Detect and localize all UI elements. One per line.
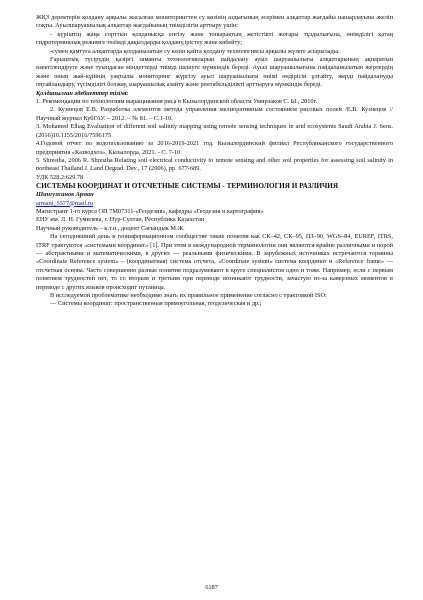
affiliation-line-1: Магистрант 1-го курса ОП 7М07311-«Геодезия», кафедры «Геодезия и картография» (36, 207, 264, 215)
bullet-item-1: - күріштің жаңа сорттын қолданысқа енгізу және топырақтың жетістікті жоғары тұздылығына, өнімділігі қатаң гидротермиялық режимге төзімді дақылдарды қолдану,ірістеу және көбейту; (36, 30, 393, 47)
conclusion-paragraph: Ғарыштық түсірудің қазіргі заманғы технологияларын пайдалану ауыл шаруашылығы алқаптарының ақпаратын өзектілендіруге және туындаған міндеттерді тиімді шешуге мүмкіндік береді. Ауыл шаруашылығына пайдаланылатын жерлердің және оның жай-күйінің уақтылы мониторинг жүргізу ауыл шаруашылығы өнімі өндірісін ұлғайту, жерді пайдалануды оңтайландыру, түсімділігі болжау, шаруашылық азайту және рентабельділікті арттыруға мүмкіндік береді. (36, 56, 393, 89)
body-paragraph-1: На сегодняшний день в геоинформационном сообществе такие понятия как СК–42, СК–95, ПЗ–90, WGS–84, EUREF, ITRS, ITRF трактуются «системами координат» [1]. При этом в международной терминологии они являются крайне различными и порой — абстрактными и математическими, в других — реальными физическими. В зарубежных источниках встречаются термины «Coordinate Reference system» – (координатная) система отсчета, «Coordinate system» система координат и «Reference frame» — отсчетная основа. Часто совершенно разные понятия подразумевают в круге специалистов одно и тоже. Например, если с первым понятием трудностей нет, то со вторым и третьим при переводе возникают трудности, зачастую из-за каверзных моментов в переводе с других языков происходит путаница. (36, 233, 393, 291)
email-link[interactable]: armani_5577@mail.ru (36, 199, 94, 207)
bullet-item-2: -сумен қамтуға алқаптарда қолданылатын су көзін қайта қолдану технологиясы арқылы жүзеге асырылады. (50, 47, 340, 55)
udk-code: УДК 528.2:629.78 (36, 173, 84, 181)
body-paragraph-3: — Системы координат: пространственная прямоугольная, геодезическая и др.; (50, 300, 262, 308)
reference-item: 3. Mohamed Elhag Evaluation of different soil salinity mapping using remote sensing techniques in arid ecosystems Saudi Arabia J. Sens. (2016)10.1155/2016/7596175 (36, 123, 393, 139)
author-name: Шингужинов Арман (36, 191, 94, 199)
page-number: 6187 (205, 584, 218, 591)
affiliation-line-2: ЕНУ им. Л. Н. Гумилева, г. Нур-Султан, Республика Казахстан (36, 216, 205, 224)
reference-item: 2. Кузнецов Е.В. Разработка элементов метода управления мелиоративным состоянием рисовых полей /Е.В. Кузнецов // Научный журнал КубГАУ. – 2012. – № 81. – С.1-10. (36, 106, 393, 122)
reference-item: 1. Рекомендации по технологиям выращивания риса в Кызылординской области Умирзаков С. Ы., 2010г. (36, 98, 318, 106)
reference-item: 4.Годовой отчет по водопользованию за 2016-2019-2021 год. Кызылординский филиал Республиканского государственного предприятия «Казводхоз», Кызылорда, 2021. - С. 7-10 (36, 140, 393, 156)
article-title: СИСТЕМЫ КООРДИНАТ И ОТСЧЕТНЫЕ СИСТЕМЫ - ТЕРМИНОЛОГИЯ И РАЗЛИЧИЯ (36, 182, 339, 191)
body-paragraph-2: В исследуемой проблематике необходимо знать их правильное применение согласно с трактовкой ISO: (50, 292, 327, 299)
author-email[interactable] (36, 200, 393, 208)
top-paragraph: ЖҚЗ деректерін қолдану арқылы жасалған мониторингтен су көзінің аздығының әсерімен алқаптар жағдайы нашарлауына әкеліп соқты. Ауылшаруашылық алқаптар жағдайының тиімділігін арттыру үшін: (36, 14, 393, 30)
affiliation-line-3: Научный руководитель – к.т.н., доцент Сағындык М.Ж. (36, 224, 185, 232)
references-heading: Қолданылған әдебиеттер тізімі: (36, 89, 129, 97)
reference-item: 5. Shrestha, 2006 R. Shrestha Relating soil electrical conductivity to remote sensing and other soil properties for assessing soil salinity in northeast Thailand J. Land Degrad. Dev., 17 (2006), pp. 677-689. (36, 156, 393, 173)
